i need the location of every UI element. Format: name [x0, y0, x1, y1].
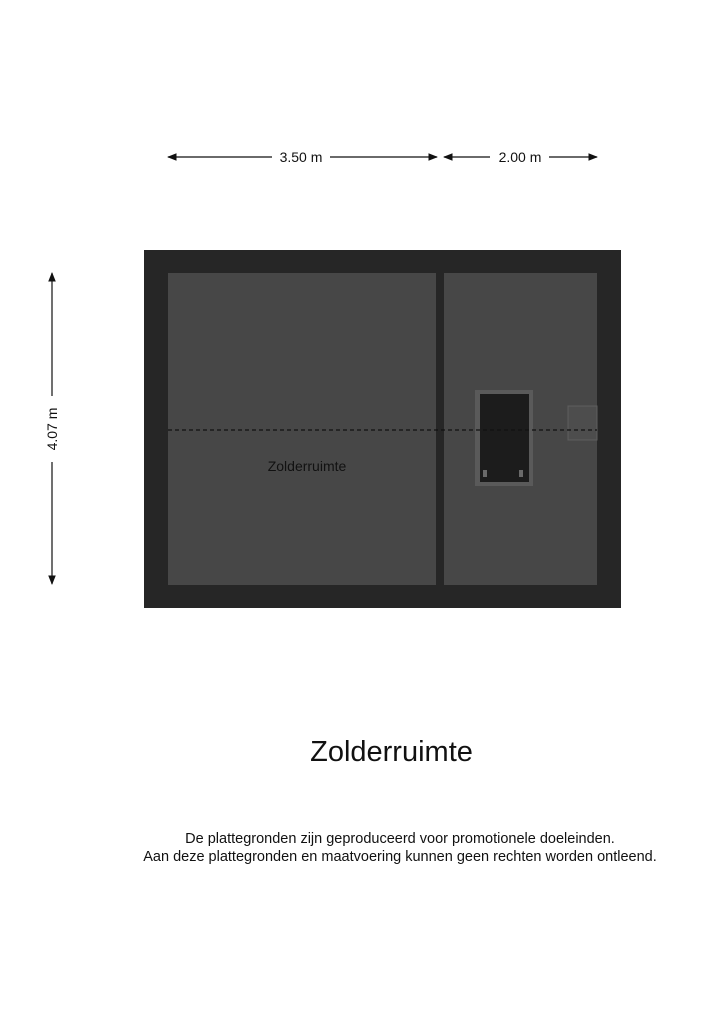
wall-hatch	[568, 406, 597, 440]
dimension-width-left-label: 3.50 m	[279, 149, 323, 165]
room-left	[168, 273, 436, 585]
disclaimer	[0, 830, 720, 866]
disclaimer-line-2: Aan deze plattegronden en maatvoering kunnen geen rechten worden ontleend.	[143, 849, 657, 865]
dimension-depth-label: 4.07 m	[44, 407, 60, 451]
dimension-width-right	[444, 149, 597, 165]
dimension-width-right-label: 2.00 m	[498, 149, 542, 165]
disclaimer-line-1: De plattegronden zijn geproduceerd voor promotionele doeleinden.	[185, 831, 615, 847]
room-label: Zolderruimte	[267, 458, 347, 474]
dimension-depth	[44, 273, 60, 584]
plan-title: Zolderruimte	[310, 736, 473, 768]
dimension-width-left	[168, 149, 437, 165]
roof-window	[475, 390, 533, 486]
